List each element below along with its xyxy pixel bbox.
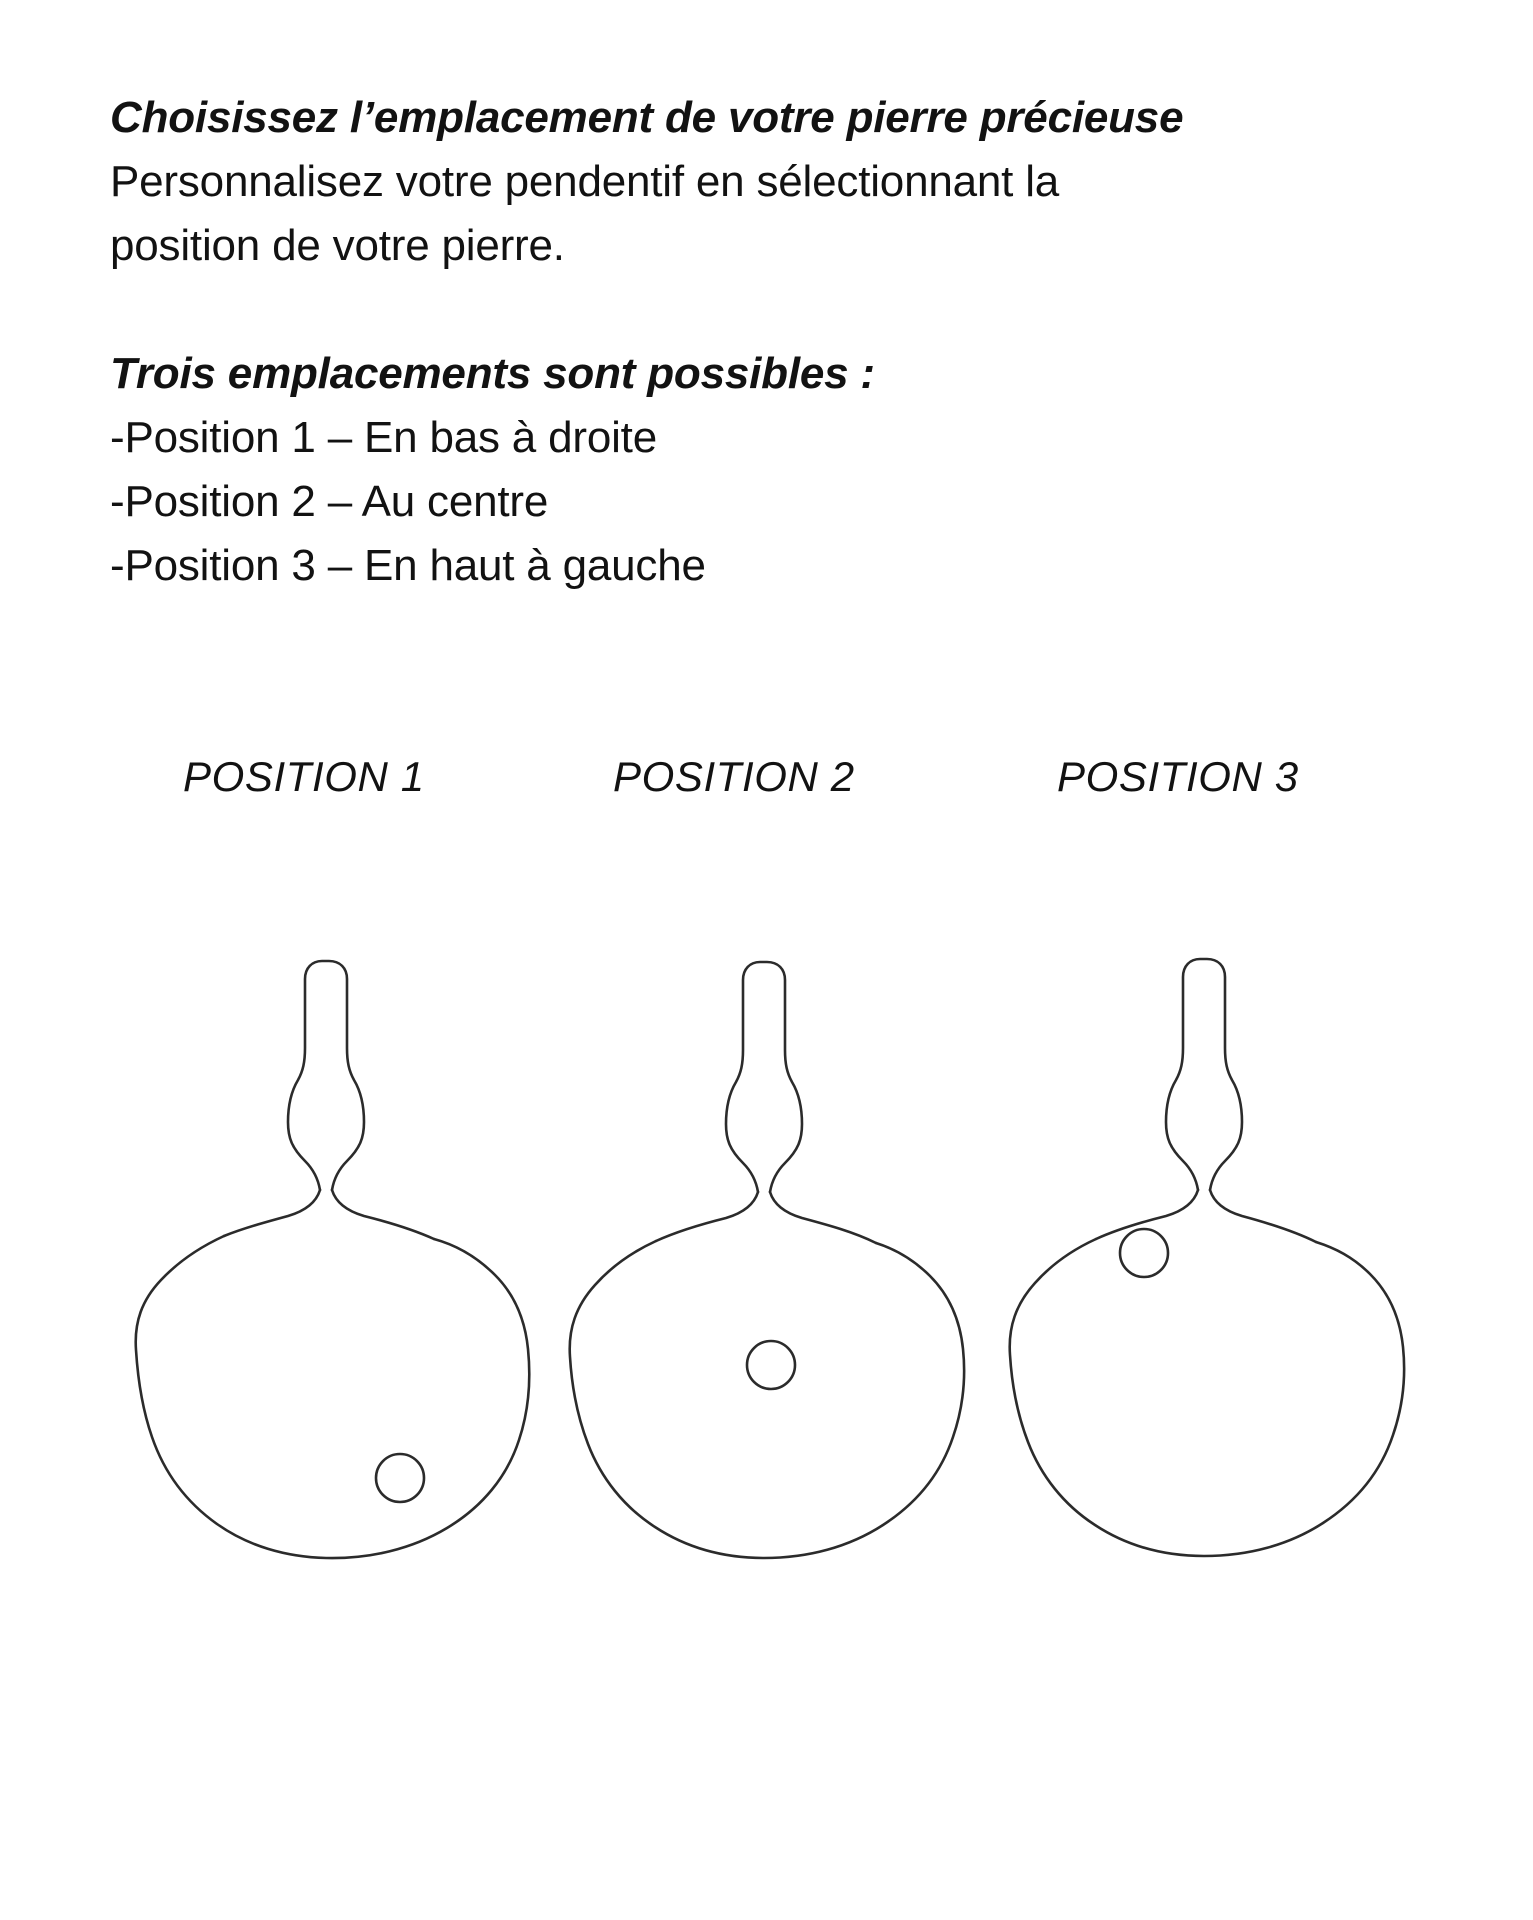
pendant-1-bail-bulb-right [332, 1190, 434, 1239]
pendant-3-disc-arc [1010, 1239, 1404, 1556]
pendant-3-bail-bulb-left [1096, 1190, 1198, 1239]
label-position-3: POSITION 3 [1057, 753, 1299, 800]
options-heading: Trois emplacements sont possibles : [110, 349, 875, 398]
pendant-2-disc-arc [570, 1241, 964, 1558]
pendant-3-bail-stem [1166, 959, 1242, 1190]
paragraph-spacer [110, 278, 1430, 342]
list-item-position-2: -Position 2 – Au centre [110, 477, 549, 526]
options-list [110, 406, 1430, 598]
instructions-text-block [110, 86, 1430, 598]
pendant-position-2 [570, 962, 964, 1558]
pendant-2-bail-stem [726, 962, 802, 1192]
page-title: Choisissez l’emplacement de votre pierre précieuse [110, 93, 1184, 142]
pendant-1-gem-hole [376, 1454, 424, 1502]
pendant-3-gem-hole [1120, 1229, 1168, 1277]
pendant-position-1 [127, 961, 530, 1558]
pendant-position-3 [1010, 959, 1404, 1556]
pendant-2-bail-bulb-left [656, 1192, 758, 1241]
pendant-2-bail-bulb-right [770, 1192, 876, 1243]
pendant-1-disc-arc [136, 1236, 530, 1558]
list-item-position-1: -Position 1 – En bas à droite [110, 413, 657, 462]
intro-body-line-1: Personnalisez votre pendentif en sélectionnant la [110, 157, 1060, 206]
intro-body-line-2: position de votre pierre. [110, 221, 565, 270]
pendant-1-bail-stem [288, 961, 364, 1190]
list-item-position-3: -Position 3 – En haut à gauche [110, 541, 706, 590]
pendant-2-gem-hole [747, 1341, 795, 1389]
position-labels-row [0, 748, 1533, 808]
label-position-2: POSITION 2 [613, 753, 855, 800]
label-position-1: POSITION 1 [183, 753, 425, 800]
pendant-3-bail-bulb-right [1210, 1190, 1316, 1242]
pendant-1-bail-bulb [224, 1190, 320, 1236]
